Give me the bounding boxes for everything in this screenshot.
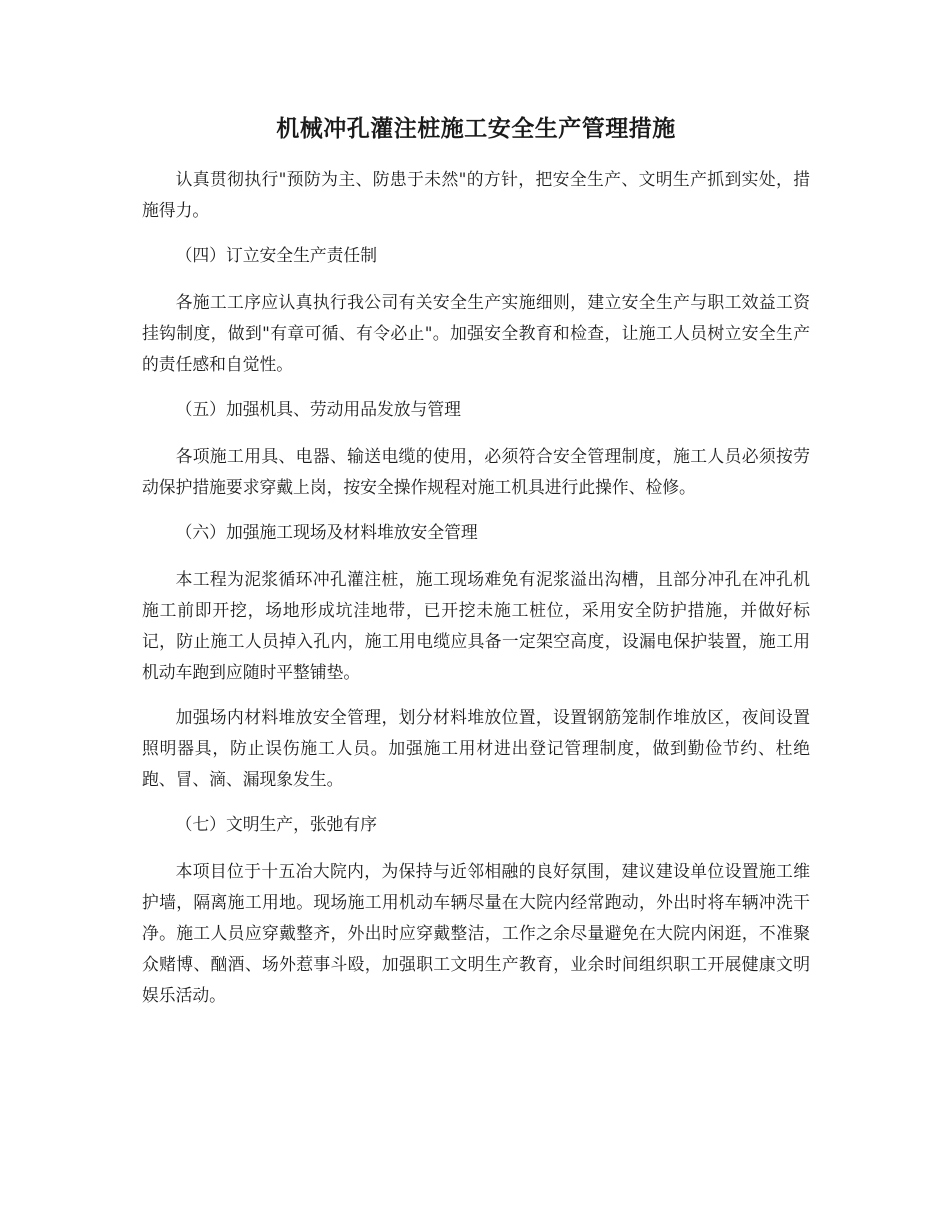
paragraph-equipment: 各项施工用具、电器、输送电缆的使用，必须符合安全管理制度，施工人员必须按劳动保护措施要求穿戴上岗，按安全操作规程对施工机具进行此操作、检修。: [142, 446, 810, 497]
document-page: [142, 108, 810, 1025]
section-heading-6: （六）加强施工现场及材料堆放安全管理: [175, 522, 478, 542]
paragraph-responsibility: 各施工工序应认真执行我公司有关安全生产实施细则，建立安全生产与职工效益工资挂钩制度，做到"有章可循、有令必止"。加强安全教育和检查，让施工人员树立安全生产的责任感和自觉性。: [142, 292, 810, 374]
section-heading-4: （四）订立安全生产责任制: [175, 245, 377, 265]
paragraph-civilized-production: 本项目位于十五冶大院内，为保持与近邻相融的良好氛围，建议建设单位设置施工维护墙，隔离施工用地。现场施工用机动车辆尽量在大院内经常跑动，外出时将车辆冲洗干净。施工人员应穿戴整齐，外出时应穿戴整洁，工作之余尽量避免在大院内闲逛，不准聚众赌博、酗酒、场外惹事斗殴，加强职工文明生产教育，业余时间组织职工开展健康文明娱乐活动。: [142, 861, 810, 1005]
paragraph-material-storage: 加强场内材料堆放安全管理，划分材料堆放位置，设置钢筋笼制作堆放区，夜间设置照明器具，防止误伤施工人员。加强施工用材进出登记管理制度，做到勤俭节约、杜绝跑、冒、滴、漏现象发生。: [142, 707, 810, 789]
document-title: 机械冲孔灌注桩施工安全生产管理措施: [276, 115, 676, 142]
section-heading-7: （七）文明生产，张弛有序: [175, 814, 377, 834]
paragraph-site-safety: 本工程为泥浆循环冲孔灌注桩，施工现场难免有泥浆溢出沟槽，且部分冲孔在冲孔机施工前即开挖，场地形成坑洼地带，已开挖未施工桩位，采用安全防护措施，并做好标记，防止施工人员掉入孔内，施工用电缆应具备一定架空高度，设漏电保护装置，施工用机动车跑到应随时平整铺垫。: [142, 569, 810, 682]
section-heading-5: （五）加强机具、劳动用品发放与管理: [175, 399, 461, 419]
paragraph-intro: 认真贯彻执行"预防为主、防患于未然"的方针，把安全生产、文明生产抓到实处，措施得力。: [142, 169, 810, 220]
